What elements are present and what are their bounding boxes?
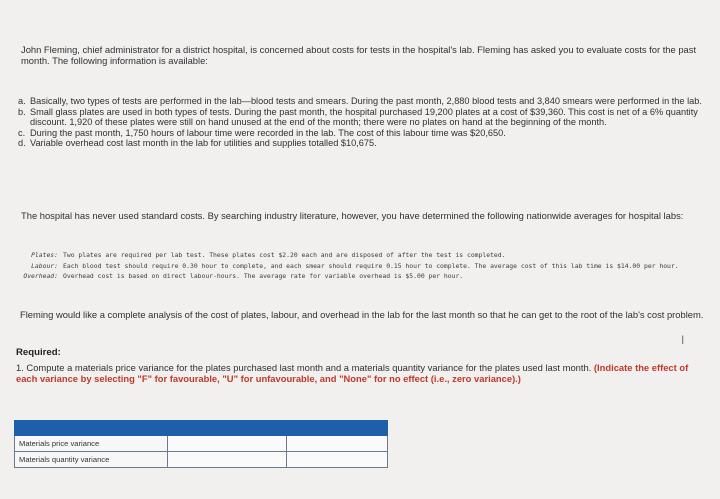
standard-label: Labour: [31,261,58,270]
standard-text: Two plates are required per lab test. These plates cost $2.20 each and are disposed of after the test is completed. [63,251,506,259]
info-item-c [18,128,718,139]
info-item-b [18,107,718,128]
info-item-a [18,96,718,107]
hospital-paragraph: The hospital has never used standard costs. By searching industry literature, however, you have determined the following nationwide averages for hospital labs: [21,210,684,221]
quantity-variance-effect-select[interactable] [287,452,388,468]
header-cell [287,421,388,436]
standard-text: Each blood test should require 0.30 hour to complete, and each smear should require 0.15 hour to complete. The average cost of this lab time is $14.00 per hour. [63,261,679,270]
answer-table-header [15,421,388,436]
info-item-d [18,138,718,149]
quantity-variance-amount-input[interactable] [168,452,287,468]
header-cell [168,421,287,436]
item-marker: a. [18,96,26,106]
standard-label: Overhead: [23,272,58,280]
standard-row-plates [16,250,716,261]
standards-block [16,250,716,282]
standard-row-labour [16,261,716,272]
header-cell [15,421,168,436]
price-variance-amount-input[interactable] [168,436,287,452]
item-text: Small glass plates are used in both types of tests. During the past month, the hospital purchased 19,200 plates at a cost of $39,360. This cost is net of a 6% quantity discount. 1,920 of these plates were still on hand unused at the end of the month; there were no plates on hand at the beginning of the month. [30,106,698,128]
item-text: During the past month, 1,750 hours of labour time were recorded in the lab. The cost of this labour time was $20,650. [30,127,506,138]
question-hint: (Indicate the effect of each variance by selecting "F" for favourable, "U" for unfavourable, and "None" for no effect (i.e., zero variance).) [16,362,689,384]
info-list [18,96,718,149]
standard-row-overhead [16,271,716,282]
table-row [15,452,388,468]
question-text: 1. Compute a materials price variance for the plates purchased last month and a materials quantity variance for the plates used last month. [16,362,592,373]
row-label: Materials quantity variance [15,452,168,468]
required-heading: Required: [16,347,61,358]
item-text: Basically, two types of tests are performed in the lab—blood tests and smears. During the past month, 2,880 blood tests and 3,840 smears were performed in the lab. [30,96,702,106]
row-label: Materials price variance [15,436,168,452]
item-marker: c. [18,127,26,138]
item-marker: b. [18,106,26,117]
item-marker: d. [18,138,26,149]
fleming-paragraph: Fleming would like a complete analysis of the cost of plates, labour, and overhead in the lab for the last month so that he can get to the root of the lab's cost problem. [20,309,704,320]
answer-table [14,420,388,468]
intro-paragraph: John Fleming, chief administrator for a district hospital, is concerned about costs for tests in the hospital's lab. Fleming has asked you to evaluate costs for the past month. The following information is available: [21,44,697,66]
standard-text: Overhead cost is based on direct labour-hours. The average rate for variable overhead is $5.00 per hour. [63,272,464,280]
question-1 [16,362,706,384]
price-variance-effect-select[interactable] [287,436,388,452]
table-row [15,436,388,452]
standard-label: Plates: [31,251,58,259]
item-text: Variable overhead cost last month in the lab for utilities and supplies totalled $10,675. [30,138,377,149]
text-cursor-icon: I [681,333,685,347]
